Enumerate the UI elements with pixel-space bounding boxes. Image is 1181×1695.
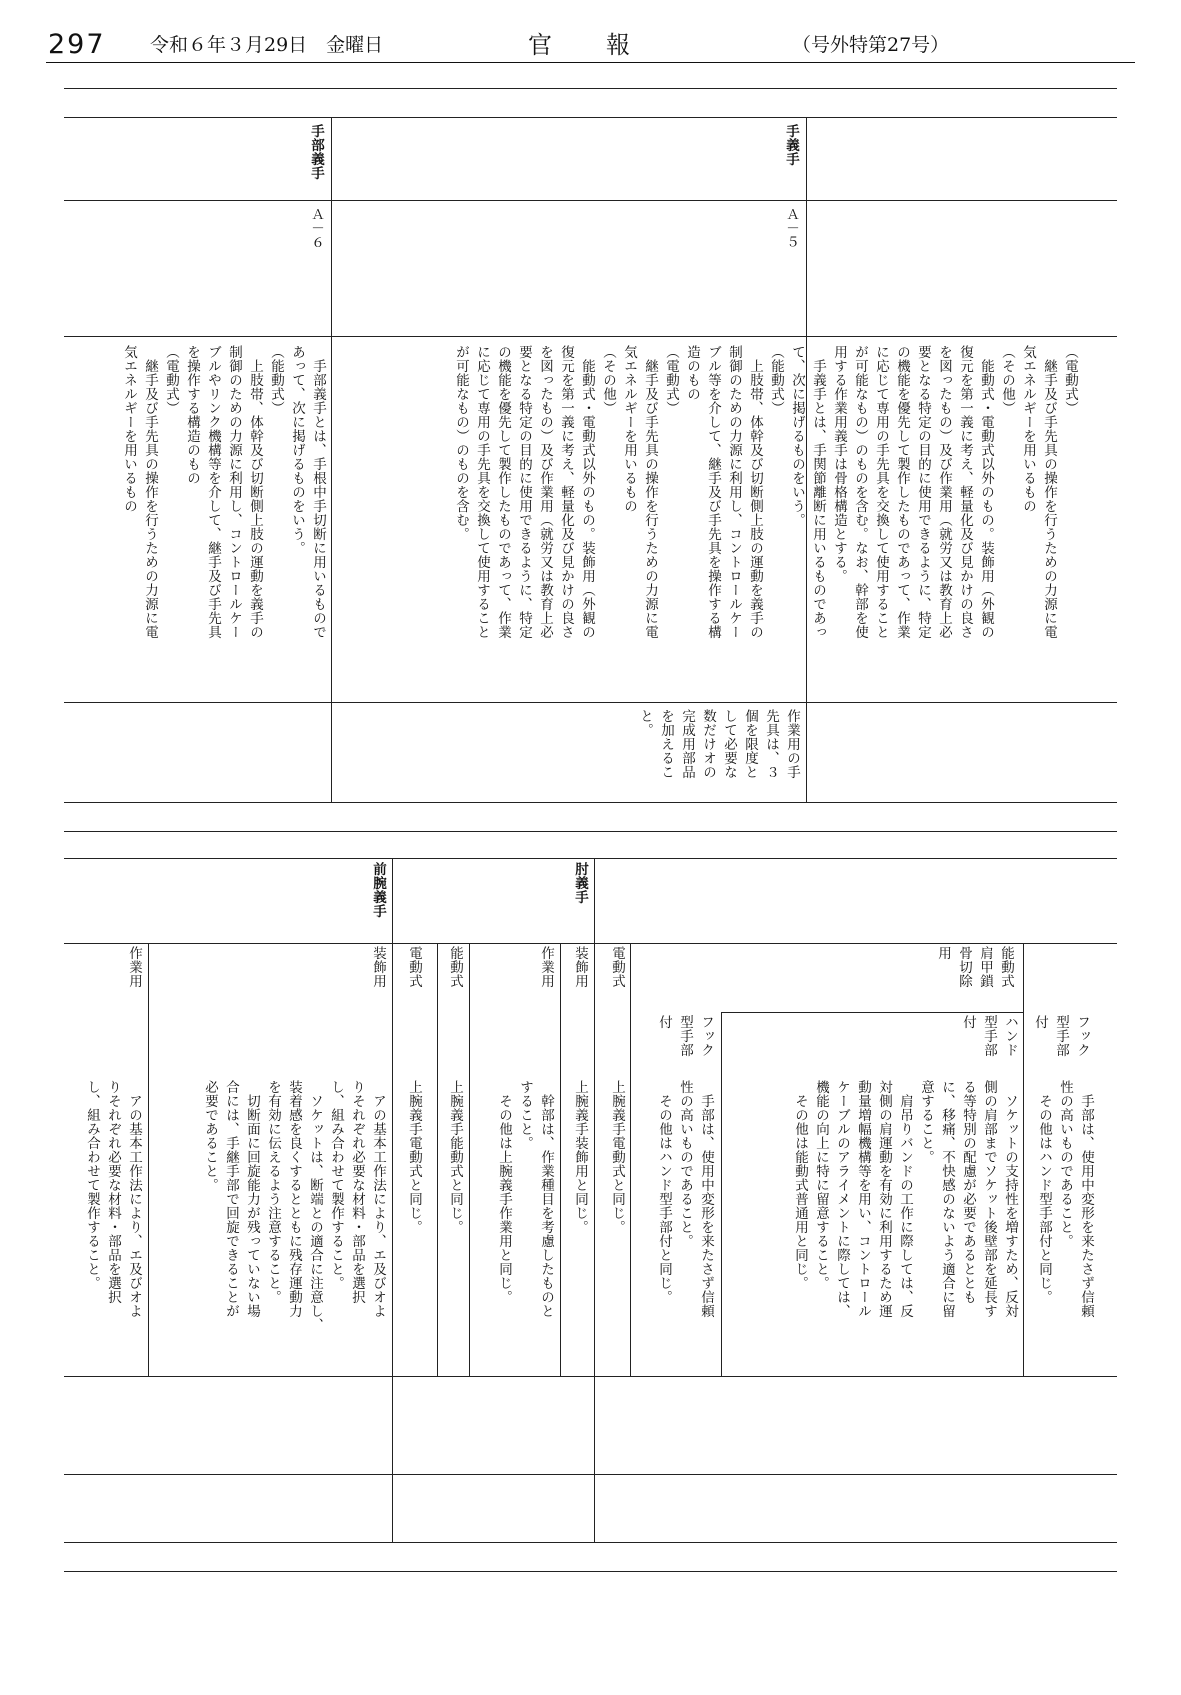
- upper-rule-5: [64, 702, 1117, 703]
- item-name-partial-hand: 手部義手: [308, 124, 324, 180]
- item-code-partial-hand: Ａ－６: [308, 207, 324, 249]
- page-number: 297: [48, 29, 106, 60]
- upper-rule-7: [64, 831, 1117, 832]
- sec2-row-4-text: 上腕義手電動式と同じ。: [406, 1080, 422, 1234]
- lower-rule-2: [64, 943, 1117, 944]
- sec2-row-4-label: 電動式: [406, 946, 422, 988]
- item-code-hand: Ａ－５: [783, 207, 799, 249]
- issue-date: 令和６年３月29日 金曜日: [150, 34, 384, 56]
- sec3-row-1-label: 装飾用: [370, 946, 386, 988]
- variant-3-label: フック 型手部 付: [656, 1015, 714, 1057]
- sub-b-text: 上腕義手電動式と同じ。: [609, 1080, 625, 1234]
- lower-rule-6: [64, 1571, 1117, 1572]
- lower-divider-sec2-b: [469, 943, 470, 1376]
- sec2-row-1-text: 上腕義手装飾用と同じ。: [572, 1080, 588, 1234]
- section-name-forearm: 前腕義手: [370, 862, 386, 918]
- lower-divider-sec2: [392, 858, 393, 1542]
- lower-divider-sub-a: [1023, 943, 1024, 1376]
- header-rule: [46, 62, 1135, 63]
- lower-divider-sub-b: [630, 943, 631, 1376]
- variant-2-label: ハンド 型手部 付: [960, 1015, 1018, 1057]
- sec2-row-2-text: 幹部は、作業種目を考慮したものと すること。 その他は上腕義手作業用と同じ。: [496, 1080, 554, 1318]
- variant-1-text: 手部は、使用中変形を来たさず信頼 性の高いものであること。 その他はハンド型手部付と同じ。: [1036, 1080, 1094, 1318]
- lower-rule-3: [64, 1376, 1117, 1377]
- sec3-row-2-text: アの基本工作法により、エ及びオよ りそれぞれ必要な材料・部品を選択 し、組み合わせて製作すること。: [84, 1080, 142, 1318]
- upper-rule-2: [64, 117, 1117, 118]
- item-description-hand: （電動式） 継手及び手先具の操作を行うための力源に電 気エネルギーを用いるもの （その他） 能動式・電動式以外のもの。装飾用（外観の 復元を第一義に考え、軽量化及び見かけの良さ を図ったもの）及び作業用（就労又は教育上必 要となる特定の目的に使用できるように、特定 の機能を優先して製作したものであって、作業 に応じて専用の手先具を交換して使用すること が可能なもの）のものを含む。なお、幹部を使 用する作業用義手は骨格構造とする。 手義手とは、手関節離断に用いるものであっ て、次に掲げるものをいう。 （能動式） 上肢帯、体幹及び切断側上肢の運動を義手の 制御のための力源に利用し、コントロールケー ブル等を介して、継手及び手先具を操作する構 造のもの （電動式） 継手及び手先具の操作を行うための力源に電 気エネルギーを用いるもの （その他） 能動式・電動式以外のもの。装飾用（外観の 復元を第一義に考え、軽量化及び見かけの良さ を図ったもの）及び作業用（就労又は教育上必 要となる特定の目的に使用できるように、特定 の機能を優先して製作したものであって、作業 に応じて専用の手先具を交換して使用すること が可能なもの）のものを含む。: [453, 345, 1078, 639]
- sec2-row-3-text: 上腕義手能動式と同じ。: [447, 1080, 463, 1234]
- sec3-row-1-text: アの基本工作法により、エ及びオよ りそれぞれ必要な材料・部品を選択 し、組み合わせて製作すること。 ソケットは、断端との適合に注意し、 装着感を良くするとともに残存運動力 を有効に伝えるよう注意すること。 切断面に回旋能力が残っていない場 合には、手継手部で回旋できることが 必要であること。: [202, 1080, 386, 1332]
- upper-rule-1: [64, 88, 1117, 89]
- sec2-row-3-label: 能動式: [447, 946, 463, 988]
- lower-variant-rule: [721, 1012, 1023, 1013]
- lower-divider-sec2-a: [560, 943, 561, 1376]
- sub-a-label: 能動式 肩甲鎖 骨切除 用: [935, 946, 1014, 988]
- variant-1-label: フック 型手部 付: [1032, 1015, 1090, 1057]
- upper-rule-4: [64, 336, 1117, 337]
- lower-divider-variants: [721, 1012, 722, 1376]
- upper-rule-6: [64, 802, 1117, 803]
- sec2-row-1-label: 装飾用: [572, 946, 588, 988]
- section-name-elbow: 肘義手: [572, 862, 588, 904]
- gazette-title: 官報: [528, 31, 684, 59]
- sec3-row-2-label: 作業用: [126, 946, 142, 988]
- lower-divider-sec1: [594, 858, 595, 1542]
- item-description-partial-hand: 手部義手とは、手根中手切断に用いるもので あって、次に掲げるものをいう。 （能動式） 上肢帯、体幹及び切断側上肢の運動を義手の 制御のための力源に利用し、コントロールケー ブルやリンク機構等を介して、継手及び手先具 を操作する構造のもの （電動式） 継手及び手先具の操作を行うための力源に電 気エネルギーを用いるもの: [121, 345, 326, 639]
- variant-2-text: ソケットの支持性を増すため、反対 側の肩部までソケット後壁部を延長す る等特別の配慮が必要であるととも に、移痛、不快感のないよう適合に留 意すること。 肩吊りバンドの工作に際しては、反 対側の肩運動を有効に利用するため運 動量増幅機構等を用い、コントロール ケーブルのアライメントに際しては、 機能の向上に特に留意すること。 その他は能動式普通用と同じ。: [792, 1080, 1018, 1318]
- item-note-hand: 作業用の手 先具は、３ 個を限度と して必要な 数だけオの 完成用部品 を加えるこ と。: [637, 709, 800, 779]
- sec2-row-2-label: 作業用: [538, 946, 554, 988]
- lower-rule-1: [64, 858, 1117, 859]
- variant-3-text: 手部は、使用中変形を来たさず信頼 性の高いものであること。 その他はハンド型手部付と同じ。: [656, 1080, 714, 1318]
- lower-divider-sec2-c: [437, 943, 438, 1376]
- upper-col-divider-2: [331, 117, 332, 802]
- upper-rule-3: [64, 200, 1117, 201]
- lower-divider-sec3: [148, 943, 149, 1376]
- issue-number: （号外特第27号）: [792, 34, 950, 56]
- lower-rule-4: [64, 1474, 1117, 1475]
- item-name-hand: 手義手: [783, 124, 799, 166]
- sub-b-label: 電動式: [609, 946, 625, 988]
- lower-rule-5: [64, 1542, 1117, 1543]
